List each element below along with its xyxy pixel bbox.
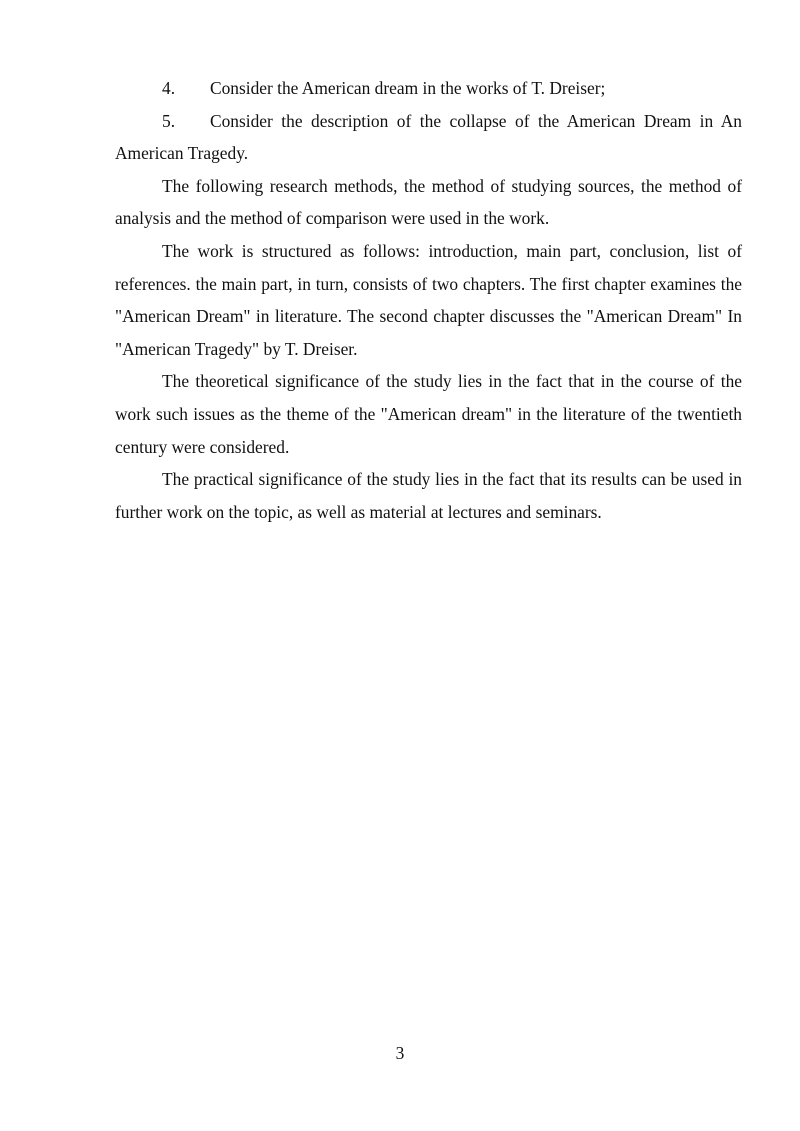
- list-item: [115, 72, 742, 105]
- list-item-number: 5.: [162, 110, 176, 131]
- list-item-text: Consider the description of the collapse of the American Dream in An American Tragedy.: [115, 110, 742, 164]
- list-item: [115, 105, 742, 170]
- paragraph-structure: The work is structured as follows: introduction, main part, conclusion, list of references. the main part, in turn, consists of two chapters. The first chapter examines the "American Dream" in literature. The second chapter discusses the "American Dream" In "American Tragedy" by T. Dreiser.: [115, 240, 742, 359]
- body-text: [115, 72, 742, 528]
- paragraph-research-methods: The following research methods, the method of studying sources, the method of analysis and the method of comparison were used in the work.: [115, 175, 742, 229]
- paragraph-theoretical-significance: The theoretical significance of the study lies in the fact that in the course of the work such issues as the theme of the "American dream" in the literature of the twentieth century were considered.: [115, 371, 742, 457]
- list-item-text: Consider the American dream in the works of T. Dreiser;: [210, 78, 606, 98]
- list-item-number: 4.: [162, 78, 176, 98]
- page-number: 3: [395, 1043, 405, 1063]
- paragraph-practical-significance: The practical significance of the study lies in the fact that its results can be used in further work on the topic, as well as material at lectures and seminars.: [115, 469, 742, 522]
